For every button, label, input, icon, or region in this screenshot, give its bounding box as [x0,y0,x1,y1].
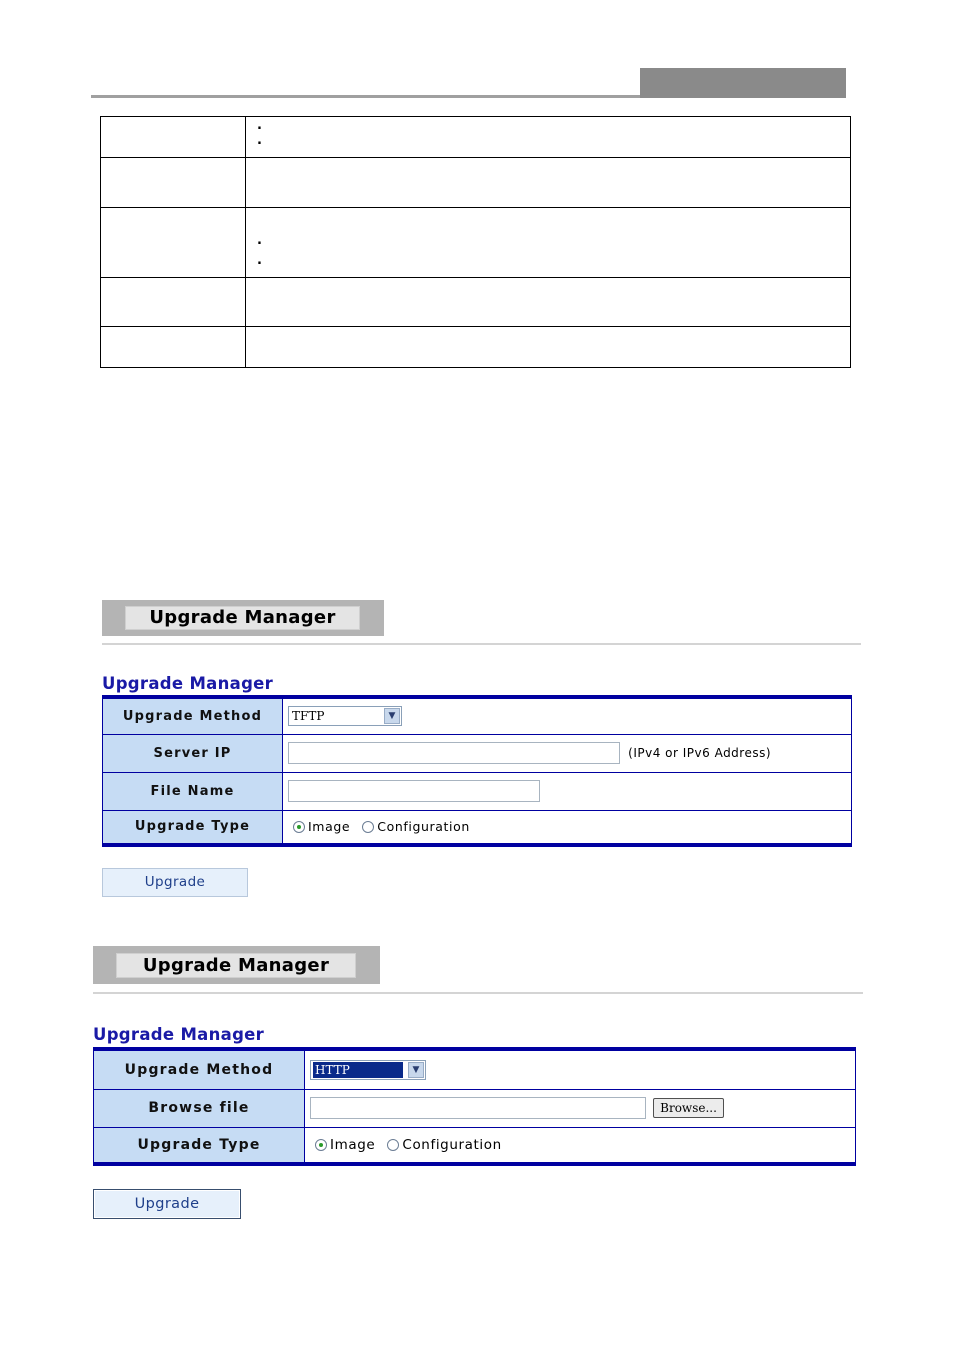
form-row-server-ip [103,734,852,772]
file-name-input[interactable] [288,780,540,802]
chevron-down-icon[interactable]: ▼ [384,708,400,724]
panel-tab-title: Upgrade Manager [125,606,360,630]
method-cell [283,697,852,734]
type-option-image: Image [330,1136,376,1153]
upgrade-method-select[interactable] [288,706,402,726]
table-cell-desc [246,117,851,158]
description-table [100,116,851,368]
upgrade-button[interactable]: Upgrade [93,1189,241,1219]
form-row-file-name [103,772,852,810]
chevron-down-icon[interactable]: ▼ [408,1062,424,1078]
type-label: Upgrade Type [103,810,283,845]
table-cell-label [101,278,246,327]
type-option-configuration: Configuration [402,1136,502,1153]
table-row [101,158,851,208]
section-title: Upgrade Manager [93,1025,265,1044]
panel-tab-title: Upgrade Manager [116,953,356,978]
type-option-configuration: Configuration [377,819,470,835]
table-cell-label [101,327,246,368]
server-ip-cell [283,734,852,772]
browse-cell [305,1089,856,1127]
form-row-method [103,697,852,734]
table-row [101,117,851,158]
upgrade-button[interactable]: Upgrade [102,868,248,897]
radio-selected-icon[interactable] [293,821,305,833]
method-label: Upgrade Method [94,1049,305,1089]
type-cell [283,810,852,845]
radio-selected-icon[interactable] [315,1139,327,1151]
bullet-dot: . [257,118,262,133]
table-cell-label [101,208,246,278]
header-rule [91,95,641,98]
form-row-type [103,810,852,845]
upgrade-method-select[interactable] [310,1060,426,1080]
radio-unselected-icon[interactable] [387,1139,399,1151]
upgrade-form-tftp [102,695,852,847]
separator-line [93,992,863,994]
table-row [101,327,851,368]
browse-label: Browse file [94,1089,305,1127]
form-row-browse [94,1089,856,1127]
table-row [101,278,851,327]
type-option-image: Image [308,819,351,835]
upgrade-form-http [93,1047,856,1166]
bullet-dot: . [257,133,262,148]
table-cell-desc [246,327,851,368]
panel-tab-tftp [102,600,384,636]
section-title: Upgrade Manager [102,674,274,693]
server-ip-input[interactable] [288,742,620,764]
form-row-method [94,1049,856,1089]
browse-file-input[interactable] [310,1097,646,1119]
method-value: HTTP [313,1062,403,1078]
browse-button[interactable]: Browse... [653,1098,724,1118]
method-cell [305,1049,856,1089]
table-cell-label [101,158,246,208]
server-ip-hint: (IPv4 or IPv6 Address) [628,746,772,760]
panel-tab-http [93,946,380,984]
type-cell [305,1127,856,1164]
method-label: Upgrade Method [103,697,283,734]
method-value: TFTP [292,709,325,724]
file-name-cell [283,772,852,810]
table-cell-desc [246,158,851,208]
server-ip-label: Server IP [103,734,283,772]
header-block [640,68,846,98]
table-cell-desc [246,208,851,278]
bullet-dot: . [257,233,262,248]
separator-line [102,643,861,645]
table-cell-label [101,117,246,158]
form-row-type [94,1127,856,1164]
table-row [101,208,851,278]
type-label: Upgrade Type [94,1127,305,1164]
bullet-dot: . [257,253,262,268]
file-name-label: File Name [103,772,283,810]
radio-unselected-icon[interactable] [362,821,374,833]
table-cell-desc [246,278,851,327]
